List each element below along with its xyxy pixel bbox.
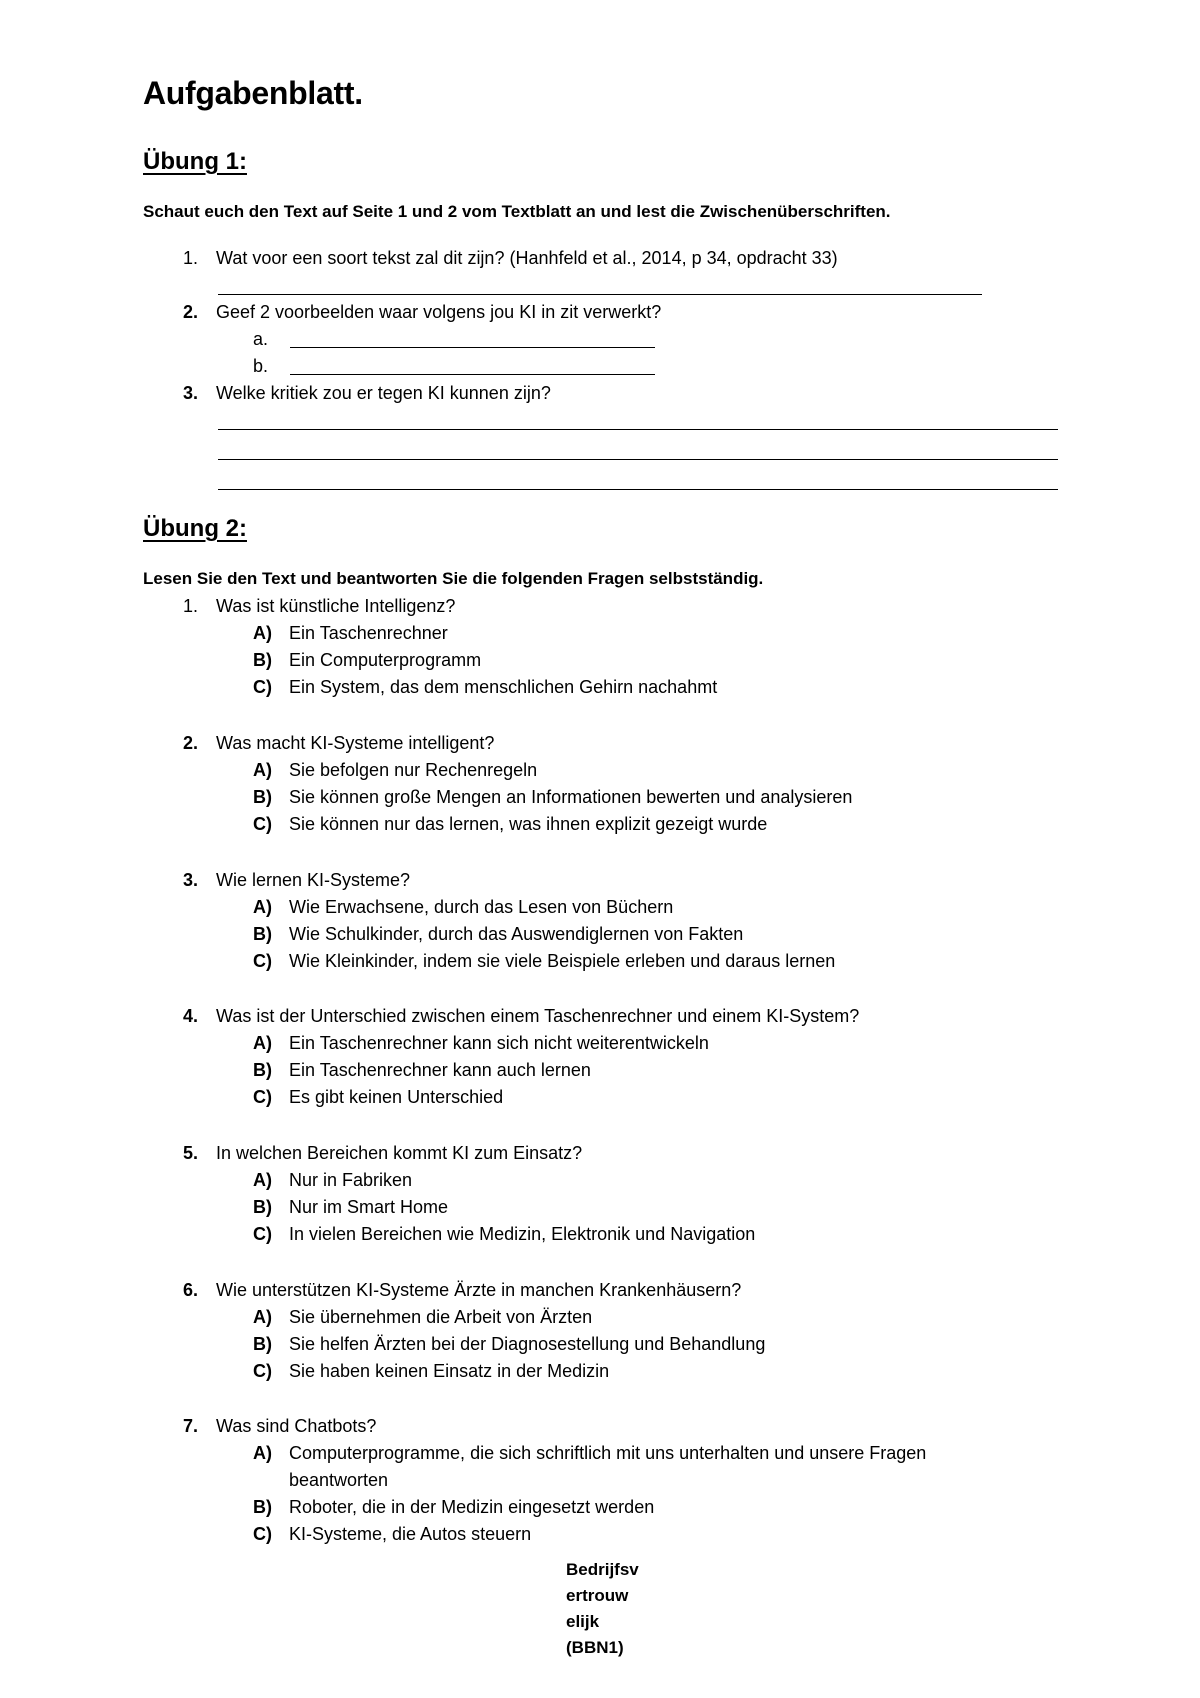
question-text: Was sind Chatbots? xyxy=(216,1416,377,1436)
sub-label-b: b. xyxy=(253,356,269,376)
footer-line: (BBN1) xyxy=(566,1638,624,1657)
option-text: Ein System, das dem menschlichen Gehirn nachahmt xyxy=(289,677,718,697)
answer-line[interactable] xyxy=(218,429,1058,430)
option-letter: C) xyxy=(253,1524,272,1544)
option-letter: B) xyxy=(253,1060,272,1080)
confidentiality-footer xyxy=(566,1557,656,1661)
footer-line: elijk xyxy=(566,1612,600,1631)
question-text: Was macht KI-Systeme intelligent? xyxy=(216,733,495,753)
answer-line-b[interactable] xyxy=(290,374,655,375)
option-letter: C) xyxy=(253,1087,272,1107)
question-number: 2. xyxy=(182,302,198,322)
option-letter: A) xyxy=(253,1443,272,1463)
option-letter: C) xyxy=(253,1224,272,1244)
option-letter: B) xyxy=(253,924,272,944)
option-letter: A) xyxy=(253,760,272,780)
question-number: 2. xyxy=(182,733,198,753)
question-number: 5. xyxy=(182,1143,198,1163)
page-title: Aufgabenblatt. xyxy=(143,75,363,111)
question-text: Was ist der Unterschied zwischen einem Taschenrechner und einem KI-System? xyxy=(216,1006,860,1026)
option-text: Ein Taschenrechner xyxy=(289,623,448,643)
question-text: In welchen Bereichen kommt KI zum Einsatz? xyxy=(216,1143,583,1163)
question-text: Was ist künstliche Intelligenz? xyxy=(216,596,456,616)
option-letter: C) xyxy=(253,814,272,834)
footer-line: ertrouw xyxy=(566,1586,629,1605)
option-text: Nur im Smart Home xyxy=(289,1197,449,1217)
option-letter: B) xyxy=(253,787,272,807)
option-letter: C) xyxy=(253,1361,272,1381)
question-number: 3. xyxy=(182,870,198,890)
option-letter: C) xyxy=(253,677,272,697)
question-text: Welke kritiek zou er tegen KI kunnen zijn? xyxy=(216,383,551,403)
question-number: 4. xyxy=(182,1006,198,1026)
option-text: Wie Kleinkinder, indem sie viele Beispiele erleben und daraus lernen xyxy=(289,951,836,971)
answer-line-a[interactable] xyxy=(290,347,655,348)
uebung1-heading: Übung 1: xyxy=(143,148,247,175)
option-text: Roboter, die in der Medizin eingesetzt werden xyxy=(289,1497,655,1517)
footer-line: Bedrijfsv xyxy=(566,1560,639,1579)
sub-label-a: a. xyxy=(253,329,269,349)
option-text: Ein Taschenrechner kann auch lernen xyxy=(289,1060,591,1080)
option-letter: A) xyxy=(253,1170,272,1190)
question-text: Geef 2 voorbeelden waar volgens jou KI in zit verwerkt? xyxy=(216,302,662,322)
option-text: Sie helfen Ärzten bei der Diagnosestellung und Behandlung xyxy=(289,1334,766,1354)
option-letter: A) xyxy=(253,623,272,643)
option-letter: B) xyxy=(253,650,272,670)
option-text: Sie können große Mengen an Informationen bewerten und analysieren xyxy=(289,787,853,807)
option-letter: A) xyxy=(253,897,272,917)
option-letter: A) xyxy=(253,1033,272,1053)
option-text: Sie befolgen nur Rechenregeln xyxy=(289,760,538,780)
answer-line[interactable] xyxy=(218,294,982,295)
question-number: 7. xyxy=(182,1416,198,1436)
option-text: KI-Systeme, die Autos steuern xyxy=(289,1524,532,1544)
answer-line[interactable] xyxy=(218,489,1058,490)
option-letter: C) xyxy=(253,951,272,971)
option-text: Es gibt keinen Unterschied xyxy=(289,1087,504,1107)
option-text: Ein Computerprogramm xyxy=(289,650,482,670)
answer-line[interactable] xyxy=(218,459,1058,460)
option-text: Nur in Fabriken xyxy=(289,1170,413,1190)
option-text: Sie haben keinen Einsatz in der Medizin xyxy=(289,1361,610,1381)
option-letter: B) xyxy=(253,1334,272,1354)
question-number: 1. xyxy=(182,248,198,268)
option-text: Computerprogramme, die sich schriftlich mit uns unterhalten und unsere Fragen xyxy=(289,1443,927,1463)
option-text: Sie übernehmen die Arbeit von Ärzten xyxy=(289,1307,593,1327)
question-number: 6. xyxy=(182,1280,198,1300)
question-number: 1. xyxy=(182,596,198,616)
option-text: Wie Erwachsene, durch das Lesen von Büchern xyxy=(289,897,674,917)
option-letter: B) xyxy=(253,1497,272,1517)
option-text: In vielen Bereichen wie Medizin, Elektronik und Navigation xyxy=(289,1224,756,1244)
option-letter: B) xyxy=(253,1197,272,1217)
question-number: 3. xyxy=(182,383,198,403)
option-text: Sie können nur das lernen, was ihnen explizit gezeigt wurde xyxy=(289,814,768,834)
question-text: Wie unterstützen KI-Systeme Ärzte in manchen Krankenhäusern? xyxy=(216,1280,742,1300)
question-text: Wat voor een soort tekst zal dit zijn? (Hanhfeld et al., 2014, p 34, opdracht 33) xyxy=(216,248,838,268)
option-text: Ein Taschenrechner kann sich nicht weiterentwickeln xyxy=(289,1033,709,1053)
question-text: Wie lernen KI-Systeme? xyxy=(216,870,411,890)
uebung2-heading: Übung 2: xyxy=(143,515,247,542)
option-text: beantworten xyxy=(289,1470,389,1490)
option-letter: A) xyxy=(253,1307,272,1327)
option-text: Wie Schulkinder, durch das Auswendiglernen von Fakten xyxy=(289,924,744,944)
uebung1-instruction: Schaut euch den Text auf Seite 1 und 2 vom Textblatt an und lest die Zwischenüberschriften. xyxy=(143,202,891,221)
uebung2-instruction: Lesen Sie den Text und beantworten Sie die folgenden Fragen selbstständig. xyxy=(143,569,764,588)
